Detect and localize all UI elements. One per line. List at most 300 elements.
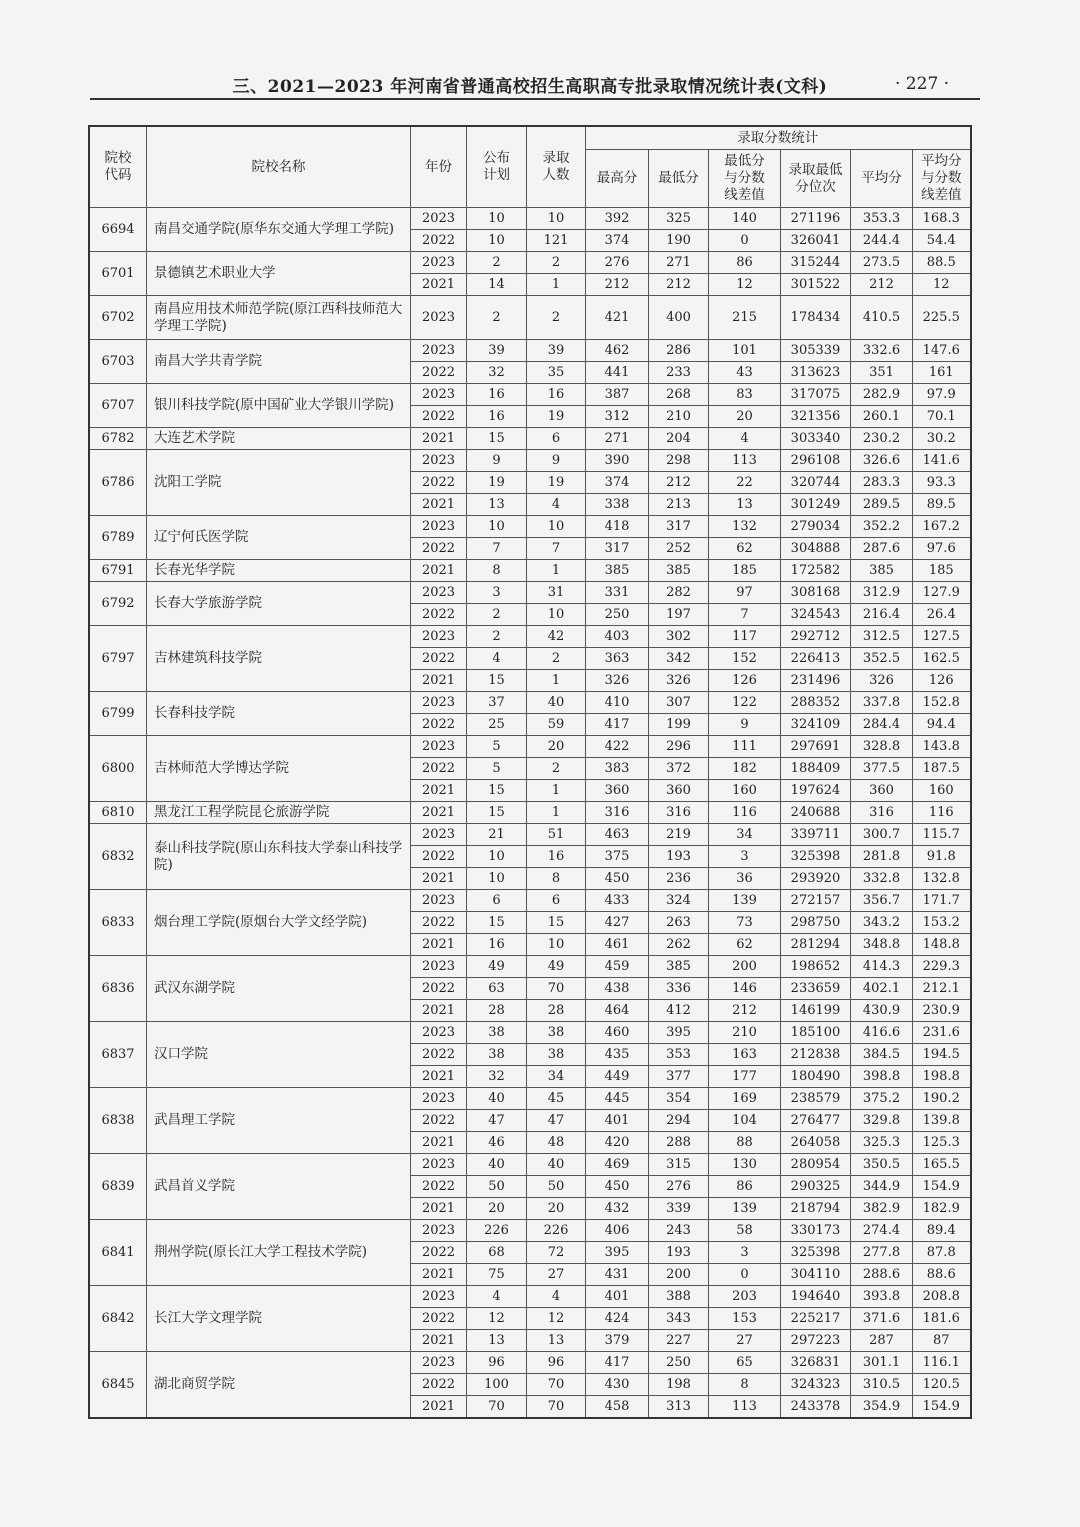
cell-min-rank: 324323 (781, 1374, 851, 1396)
cell-year: 2021 (411, 1330, 467, 1352)
cell-avg: 353.3 (851, 208, 913, 230)
cell-avg: 337.8 (851, 692, 913, 714)
cell-admitted: 2 (527, 252, 586, 274)
cell-min-rank: 298750 (781, 912, 851, 934)
cell-admitted: 38 (527, 1022, 586, 1044)
cell-avg-diff: 26.4 (913, 604, 971, 626)
cell-min-rank: 301522 (781, 274, 851, 296)
cell-plan: 16 (467, 934, 527, 956)
cell-avg: 274.4 (851, 1220, 913, 1242)
cell-plan: 13 (467, 1330, 527, 1352)
school-code: 6838 (89, 1088, 147, 1154)
cell-min-diff: 139 (709, 890, 781, 912)
cell-year: 2023 (411, 956, 467, 978)
cell-min-diff: 3 (709, 846, 781, 868)
school-code: 6832 (89, 824, 147, 890)
cell-year: 2021 (411, 274, 467, 296)
table-row (89, 252, 971, 274)
cell-min-rank: 292712 (781, 626, 851, 648)
cell-avg-diff: 154.9 (913, 1176, 971, 1198)
cell-min-rank: 279034 (781, 516, 851, 538)
col-header-avg: 平均分 (851, 150, 913, 208)
cell-min: 336 (649, 978, 709, 1000)
school-name: 南昌大学共青学院 (147, 340, 411, 384)
cell-avg: 212 (851, 274, 913, 296)
cell-min-rank: 339711 (781, 824, 851, 846)
cell-min-diff: 43 (709, 362, 781, 384)
col-header-avg-diff: 平均分与分数线差值 (913, 150, 971, 208)
table-row (89, 516, 971, 538)
col-header-min-rank: 录取最低分位次 (781, 150, 851, 208)
cell-plan: 28 (467, 1000, 527, 1022)
cell-avg-diff: 229.3 (913, 956, 971, 978)
cell-plan: 38 (467, 1022, 527, 1044)
school-code: 6797 (89, 626, 147, 692)
school-name: 武昌首义学院 (147, 1154, 411, 1220)
cell-min-diff: 73 (709, 912, 781, 934)
cell-min-diff: 153 (709, 1308, 781, 1330)
cell-admitted: 16 (527, 846, 586, 868)
cell-min-diff: 12 (709, 274, 781, 296)
cell-avg-diff: 187.5 (913, 758, 971, 780)
cell-max: 326 (586, 670, 649, 692)
cell-min-diff: 113 (709, 450, 781, 472)
cell-admitted: 48 (527, 1132, 586, 1154)
cell-year: 2022 (411, 604, 467, 626)
cell-min-diff: 139 (709, 1198, 781, 1220)
cell-year: 2023 (411, 1352, 467, 1374)
cell-min-diff: 4 (709, 428, 781, 450)
cell-min: 193 (649, 1242, 709, 1264)
cell-min: 213 (649, 494, 709, 516)
cell-avg: 326 (851, 670, 913, 692)
cell-plan: 15 (467, 780, 527, 802)
cell-max: 316 (586, 802, 649, 824)
cell-plan: 10 (467, 846, 527, 868)
school-code: 6833 (89, 890, 147, 956)
cell-min-diff: 9 (709, 714, 781, 736)
cell-max: 317 (586, 538, 649, 560)
cell-min-diff: 104 (709, 1110, 781, 1132)
school-code: 6837 (89, 1022, 147, 1088)
cell-avg: 384.5 (851, 1044, 913, 1066)
cell-year: 2022 (411, 1242, 467, 1264)
cell-admitted: 47 (527, 1110, 586, 1132)
cell-year: 2021 (411, 1066, 467, 1088)
cell-admitted: 2 (527, 758, 586, 780)
cell-year: 2023 (411, 824, 467, 846)
cell-max: 431 (586, 1264, 649, 1286)
cell-plan: 15 (467, 912, 527, 934)
cell-avg: 312.9 (851, 582, 913, 604)
cell-min-diff: 163 (709, 1044, 781, 1066)
cell-avg-diff: 208.8 (913, 1286, 971, 1308)
col-header-min-diff: 最低分与分数线差值 (709, 150, 781, 208)
cell-min: 210 (649, 406, 709, 428)
cell-max: 406 (586, 1220, 649, 1242)
cell-avg-diff: 127.5 (913, 626, 971, 648)
cell-year: 2023 (411, 1154, 467, 1176)
cell-avg: 230.2 (851, 428, 913, 450)
cell-min: 325 (649, 208, 709, 230)
cell-year: 2021 (411, 1396, 467, 1419)
cell-year: 2021 (411, 934, 467, 956)
cell-admitted: 10 (527, 604, 586, 626)
cell-avg-diff: 88.5 (913, 252, 971, 274)
cell-avg: 244.4 (851, 230, 913, 252)
cell-min-rank: 313623 (781, 362, 851, 384)
cell-plan: 8 (467, 560, 527, 582)
cell-plan: 75 (467, 1264, 527, 1286)
cell-max: 403 (586, 626, 649, 648)
school-code: 6791 (89, 560, 147, 582)
cell-admitted: 10 (527, 516, 586, 538)
cell-avg-diff: 162.5 (913, 648, 971, 670)
cell-avg: 300.7 (851, 824, 913, 846)
cell-min-diff: 140 (709, 208, 781, 230)
cell-min: 302 (649, 626, 709, 648)
page-number: · 227 · (895, 74, 950, 94)
cell-plan: 14 (467, 274, 527, 296)
school-code: 6842 (89, 1286, 147, 1352)
cell-avg: 352.5 (851, 648, 913, 670)
cell-plan: 2 (467, 296, 527, 340)
cell-min: 268 (649, 384, 709, 406)
cell-plan: 37 (467, 692, 527, 714)
cell-min: 204 (649, 428, 709, 450)
cell-avg-diff: 148.8 (913, 934, 971, 956)
cell-admitted: 2 (527, 648, 586, 670)
cell-max: 450 (586, 1176, 649, 1198)
cell-min-diff: 152 (709, 648, 781, 670)
cell-max: 435 (586, 1044, 649, 1066)
cell-avg-diff: 153.2 (913, 912, 971, 934)
cell-min-rank: 276477 (781, 1110, 851, 1132)
cell-max: 383 (586, 758, 649, 780)
cell-avg: 385 (851, 560, 913, 582)
cell-avg-diff: 94.4 (913, 714, 971, 736)
cell-min-diff: 83 (709, 384, 781, 406)
cell-avg-diff: 116.1 (913, 1352, 971, 1374)
table-row (89, 560, 971, 582)
cell-plan: 96 (467, 1352, 527, 1374)
table-row (89, 626, 971, 648)
cell-avg: 284.4 (851, 714, 913, 736)
cell-plan: 49 (467, 956, 527, 978)
cell-year: 2022 (411, 1308, 467, 1330)
cell-plan: 4 (467, 1286, 527, 1308)
cell-max: 312 (586, 406, 649, 428)
school-code: 6800 (89, 736, 147, 802)
cell-plan: 68 (467, 1242, 527, 1264)
cell-avg: 301.1 (851, 1352, 913, 1374)
cell-avg-diff: 87 (913, 1330, 971, 1352)
cell-min-diff: 86 (709, 252, 781, 274)
cell-avg-diff: 154.9 (913, 1396, 971, 1419)
cell-min-rank: 264058 (781, 1132, 851, 1154)
cell-min: 353 (649, 1044, 709, 1066)
header-rule (90, 98, 980, 100)
cell-min-rank: 225217 (781, 1308, 851, 1330)
cell-max: 417 (586, 1352, 649, 1374)
cell-min-rank: 172582 (781, 560, 851, 582)
cell-admitted: 1 (527, 670, 586, 692)
cell-min-rank: 271196 (781, 208, 851, 230)
school-name: 大连艺术学院 (147, 428, 411, 450)
col-header-plan: 公布计划 (467, 126, 527, 208)
cell-min: 354 (649, 1088, 709, 1110)
cell-year: 2022 (411, 978, 467, 1000)
cell-min-rank: 324543 (781, 604, 851, 626)
cell-min-diff: 101 (709, 340, 781, 362)
cell-min-diff: 65 (709, 1352, 781, 1374)
cell-avg-diff: 141.6 (913, 450, 971, 472)
cell-avg-diff: 93.3 (913, 472, 971, 494)
cell-min-diff: 86 (709, 1176, 781, 1198)
cell-min-rank: 330173 (781, 1220, 851, 1242)
cell-min-rank: 304110 (781, 1264, 851, 1286)
cell-admitted: 1 (527, 560, 586, 582)
cell-min-diff: 0 (709, 230, 781, 252)
cell-avg: 283.3 (851, 472, 913, 494)
cell-min-diff: 116 (709, 802, 781, 824)
cell-avg-diff: 168.3 (913, 208, 971, 230)
cell-avg: 393.8 (851, 1286, 913, 1308)
table-row (89, 1022, 971, 1044)
school-name: 沈阳工学院 (147, 450, 411, 516)
cell-max: 374 (586, 472, 649, 494)
cell-plan: 70 (467, 1396, 527, 1419)
cell-avg-diff: 139.8 (913, 1110, 971, 1132)
cell-min-diff: 146 (709, 978, 781, 1000)
school-name: 荆州学院(原长江大学工程技术学院) (147, 1220, 411, 1286)
cell-min: 307 (649, 692, 709, 714)
cell-min-rank: 293920 (781, 868, 851, 890)
cell-year: 2021 (411, 428, 467, 450)
cell-min: 212 (649, 274, 709, 296)
cell-avg: 377.5 (851, 758, 913, 780)
cell-admitted: 8 (527, 868, 586, 890)
cell-admitted: 226 (527, 1220, 586, 1242)
cell-min: 198 (649, 1374, 709, 1396)
cell-max: 460 (586, 1022, 649, 1044)
cell-avg-diff: 212.1 (913, 978, 971, 1000)
cell-min-diff: 36 (709, 868, 781, 890)
cell-avg: 325.3 (851, 1132, 913, 1154)
cell-min-diff: 62 (709, 538, 781, 560)
cell-min-diff: 200 (709, 956, 781, 978)
cell-min: 190 (649, 230, 709, 252)
cell-min: 360 (649, 780, 709, 802)
cell-plan: 16 (467, 384, 527, 406)
school-name: 吉林师范大学博达学院 (147, 736, 411, 802)
cell-year: 2022 (411, 362, 467, 384)
cell-admitted: 19 (527, 406, 586, 428)
cell-avg-diff: 231.6 (913, 1022, 971, 1044)
cell-min-rank: 185100 (781, 1022, 851, 1044)
cell-min-diff: 20 (709, 406, 781, 428)
cell-plan: 32 (467, 1066, 527, 1088)
cell-year: 2022 (411, 846, 467, 868)
cell-year: 2022 (411, 538, 467, 560)
cell-avg-diff: 185 (913, 560, 971, 582)
cell-max: 450 (586, 868, 649, 890)
cell-min-rank: 188409 (781, 758, 851, 780)
cell-max: 449 (586, 1066, 649, 1088)
school-name: 吉林建筑科技学院 (147, 626, 411, 692)
cell-year: 2021 (411, 802, 467, 824)
cell-max: 421 (586, 296, 649, 340)
cell-min-diff: 160 (709, 780, 781, 802)
cell-min: 286 (649, 340, 709, 362)
cell-year: 2022 (411, 1374, 467, 1396)
cell-avg-diff: 225.5 (913, 296, 971, 340)
admission-table (88, 125, 972, 1419)
table-row (89, 582, 971, 604)
cell-admitted: 16 (527, 384, 586, 406)
table-row (89, 1088, 971, 1110)
cell-avg: 277.8 (851, 1242, 913, 1264)
cell-plan: 15 (467, 802, 527, 824)
cell-min: 343 (649, 1308, 709, 1330)
cell-year: 2022 (411, 406, 467, 428)
cell-max: 430 (586, 1374, 649, 1396)
cell-min: 227 (649, 1330, 709, 1352)
cell-avg: 273.5 (851, 252, 913, 274)
page-title: 三、2021—2023 年河南省普通高校招生高职高专批录取情况统计表(文科) (232, 77, 828, 97)
school-name: 汉口学院 (147, 1022, 411, 1088)
school-code: 6694 (89, 208, 147, 252)
cell-plan: 10 (467, 868, 527, 890)
cell-avg-diff: 143.8 (913, 736, 971, 758)
cell-max: 432 (586, 1198, 649, 1220)
cell-max: 462 (586, 340, 649, 362)
cell-admitted: 1 (527, 274, 586, 296)
cell-avg: 260.1 (851, 406, 913, 428)
cell-min-rank: 238579 (781, 1088, 851, 1110)
cell-year: 2023 (411, 890, 467, 912)
cell-max: 276 (586, 252, 649, 274)
school-name: 辽宁何氏医学院 (147, 516, 411, 560)
cell-plan: 15 (467, 428, 527, 450)
cell-max: 379 (586, 1330, 649, 1352)
cell-avg-diff: 89.5 (913, 494, 971, 516)
table-row (89, 208, 971, 230)
table-row (89, 296, 971, 340)
cell-max: 420 (586, 1132, 649, 1154)
cell-avg-diff: 230.9 (913, 1000, 971, 1022)
cell-max: 417 (586, 714, 649, 736)
cell-min-rank: 324109 (781, 714, 851, 736)
cell-avg: 375.2 (851, 1088, 913, 1110)
cell-plan: 39 (467, 340, 527, 362)
cell-admitted: 28 (527, 1000, 586, 1022)
cell-admitted: 50 (527, 1176, 586, 1198)
cell-min: 250 (649, 1352, 709, 1374)
cell-plan: 226 (467, 1220, 527, 1242)
cell-min-diff: 27 (709, 1330, 781, 1352)
cell-avg: 416.6 (851, 1022, 913, 1044)
cell-plan: 10 (467, 516, 527, 538)
cell-avg: 348.8 (851, 934, 913, 956)
table-row (89, 1220, 971, 1242)
cell-avg-diff: 97.6 (913, 538, 971, 560)
cell-year: 2023 (411, 1220, 467, 1242)
cell-admitted: 70 (527, 1374, 586, 1396)
cell-avg-diff: 194.5 (913, 1044, 971, 1066)
cell-min: 252 (649, 538, 709, 560)
cell-avg-diff: 116 (913, 802, 971, 824)
cell-admitted: 51 (527, 824, 586, 846)
school-name: 长春大学旅游学院 (147, 582, 411, 626)
cell-max: 331 (586, 582, 649, 604)
cell-plan: 13 (467, 494, 527, 516)
cell-min: 400 (649, 296, 709, 340)
cell-min-rank: 240688 (781, 802, 851, 824)
cell-year: 2021 (411, 494, 467, 516)
cell-admitted: 49 (527, 956, 586, 978)
cell-avg: 288.6 (851, 1264, 913, 1286)
col-header-admitted: 录取人数 (527, 126, 586, 208)
table-row (89, 1286, 971, 1308)
cell-max: 438 (586, 978, 649, 1000)
cell-avg: 414.3 (851, 956, 913, 978)
cell-min-diff: 215 (709, 296, 781, 340)
cell-max: 464 (586, 1000, 649, 1022)
cell-max: 250 (586, 604, 649, 626)
cell-year: 2022 (411, 758, 467, 780)
cell-min: 276 (649, 1176, 709, 1198)
cell-min-rank: 288352 (781, 692, 851, 714)
school-name: 长春光华学院 (147, 560, 411, 582)
cell-avg: 326.6 (851, 450, 913, 472)
school-name: 湖北商贸学院 (147, 1352, 411, 1419)
cell-min-rank: 303340 (781, 428, 851, 450)
cell-year: 2023 (411, 692, 467, 714)
cell-min-diff: 58 (709, 1220, 781, 1242)
cell-avg: 402.1 (851, 978, 913, 1000)
school-code: 6701 (89, 252, 147, 296)
cell-admitted: 6 (527, 890, 586, 912)
cell-avg-diff: 198.8 (913, 1066, 971, 1088)
cell-year: 2021 (411, 560, 467, 582)
cell-max: 271 (586, 428, 649, 450)
cell-max: 360 (586, 780, 649, 802)
cell-min-diff: 169 (709, 1088, 781, 1110)
cell-year: 2021 (411, 1198, 467, 1220)
cell-admitted: 35 (527, 362, 586, 384)
cell-plan: 4 (467, 648, 527, 670)
cell-year: 2023 (411, 340, 467, 362)
cell-min-rank: 194640 (781, 1286, 851, 1308)
cell-plan: 32 (467, 362, 527, 384)
cell-admitted: 15 (527, 912, 586, 934)
cell-min-diff: 13 (709, 494, 781, 516)
cell-min-diff: 34 (709, 824, 781, 846)
table-row (89, 1352, 971, 1374)
cell-min-rank: 325398 (781, 846, 851, 868)
table-row (89, 802, 971, 824)
cell-min-rank: 243378 (781, 1396, 851, 1419)
school-name: 南昌应用技术师范学院(原江西科技师范大学理工学院) (147, 296, 411, 340)
cell-year: 2022 (411, 1110, 467, 1132)
cell-min-rank: 178434 (781, 296, 851, 340)
cell-admitted: 34 (527, 1066, 586, 1088)
school-code: 6810 (89, 802, 147, 824)
cell-avg: 332.8 (851, 868, 913, 890)
cell-plan: 20 (467, 1198, 527, 1220)
cell-min-diff: 111 (709, 736, 781, 758)
